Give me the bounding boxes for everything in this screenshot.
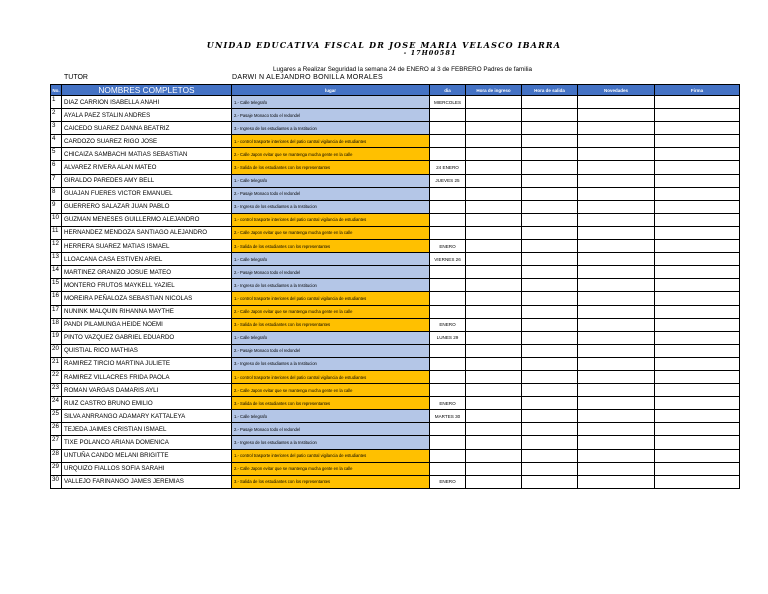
hora-salida-cell [522,357,578,370]
hora-salida-cell [522,266,578,279]
student-name: PINTO VAZQUEZ GABRIEL EDUARDO [62,331,232,344]
firma-cell [655,462,740,475]
col-header-hora-ingreso: Hora de ingreso [466,85,522,96]
table-row [51,357,740,370]
firma-cell [655,96,740,109]
hora-ingreso-cell [466,161,522,174]
dia-cell [430,344,466,357]
hora-ingreso-cell [466,305,522,318]
firma-cell [655,292,740,305]
table-row [51,384,740,397]
lugar-cell: 3.- Salida de los estudiantes con los representantes [232,318,430,331]
hora-salida-cell [522,318,578,331]
dia-cell [430,370,466,383]
lugar-cell: 2.- Calle Japon evitar que se mantenga mucha gente en la calle [232,462,430,475]
novedades-cell [578,148,655,161]
hora-ingreso-cell [466,213,522,226]
table-row [51,200,740,213]
firma-cell [655,318,740,331]
novedades-cell [578,279,655,292]
hora-ingreso-cell [466,331,522,344]
firma-cell [655,331,740,344]
row-number: 30 [51,475,62,488]
dia-cell [430,305,466,318]
table-row [51,462,740,475]
novedades-cell [578,253,655,266]
student-name: ROMAN VARGAS DAMARIS AYLI [62,384,232,397]
dia-cell [430,148,466,161]
lugar-cell: 2.- Calle Japon evitar que se mantenga mucha gente en la calle [232,148,430,161]
lugar-cell: 1.- control trasporte interiores del patio cantral vigilancia de estudiantes [232,135,430,148]
row-number: 15 [51,279,62,292]
hora-salida-cell [522,161,578,174]
hora-salida-cell [522,475,578,488]
hora-ingreso-cell [466,423,522,436]
firma-cell [655,122,740,135]
row-number: 26 [51,423,62,436]
col-header-num: No. [51,85,62,96]
hora-ingreso-cell [466,226,522,239]
novedades-cell [578,226,655,239]
firma-cell [655,423,740,436]
firma-cell [655,213,740,226]
dia-cell [430,292,466,305]
hora-salida-cell [522,109,578,122]
row-number: 28 [51,449,62,462]
lugar-cell: 3.- Salida de los estudiantes con los representantes [232,240,430,253]
dia-cell [430,462,466,475]
novedades-cell [578,305,655,318]
hora-ingreso-cell [466,475,522,488]
novedades-cell [578,462,655,475]
firma-cell [655,370,740,383]
dia-cell: ENERO [430,240,466,253]
hora-ingreso-cell [466,344,522,357]
firma-cell [655,410,740,423]
dia-cell [430,423,466,436]
novedades-cell [578,240,655,253]
lugar-cell: 3.- Salida de los estudiantes con los representantes [232,475,430,488]
tutor-label: TUTOR [64,74,88,81]
novedades-cell [578,436,655,449]
hora-salida-cell [522,397,578,410]
hora-ingreso-cell [466,436,522,449]
firma-cell [655,109,740,122]
row-number: 17 [51,305,62,318]
hora-ingreso-cell [466,122,522,135]
row-number: 16 [51,292,62,305]
firma-cell [655,279,740,292]
row-number: 25 [51,410,62,423]
lugar-cell: 1.- Calle telegrafo [232,96,430,109]
row-number: 18 [51,318,62,331]
student-name: URQUIZO FIALLOS SOFIA SARAHI [62,462,232,475]
hora-salida-cell [522,370,578,383]
tutor-name: DARWI N ALEJANDRO BONILLA MORALES [232,74,383,81]
lugar-cell: 1.- control trasporte interiores del patio cantral vigilancia de estudiantes [232,292,430,305]
novedades-cell [578,135,655,148]
hora-ingreso-cell [466,135,522,148]
lugar-cell: 3.- Salida de los estudiantes con los representantes [232,161,430,174]
novedades-cell [578,187,655,200]
hora-ingreso-cell [466,384,522,397]
col-header-dia: dia [430,85,466,96]
dia-cell: MARTES 30 [430,410,466,423]
lugar-cell: 1.- Calle telegrafo [232,253,430,266]
col-header-firma: Firma [655,85,740,96]
table-header-row [51,85,740,96]
dia-cell: MIERCOLES [430,96,466,109]
row-number: 8 [51,187,62,200]
firma-cell [655,384,740,397]
hora-salida-cell [522,226,578,239]
firma-cell [655,266,740,279]
student-name: MARTINEZ GRANIZO JOSUE MATEO [62,266,232,279]
hora-ingreso-cell [466,397,522,410]
schedule-subtitle: Lugares a Realizar Seguridad la semana 24 de ENERO al 3 de FEBRERO Padres de familia [273,66,533,73]
student-name: RUIZ CASTRO BRUNO EMILIO [62,397,232,410]
dia-cell: ENERO [430,475,466,488]
row-number: 23 [51,384,62,397]
dia-cell [430,135,466,148]
table-row [51,109,740,122]
dia-cell [430,122,466,135]
firma-cell [655,135,740,148]
student-name: TIXE POLANCO ARIANA DOMENICA [62,436,232,449]
row-number: 10 [51,213,62,226]
row-number: 20 [51,344,62,357]
hora-salida-cell [522,122,578,135]
table-row [51,213,740,226]
hora-salida-cell [522,187,578,200]
novedades-cell [578,357,655,370]
student-name: GUZMAN MENESES GUILLERMO ALEJANDRO [62,213,232,226]
novedades-cell [578,410,655,423]
firma-cell [655,226,740,239]
row-number: 24 [51,397,62,410]
table-row [51,226,740,239]
lugar-cell: 1.- control trasporte interiores del patio cantral vigilancia de estudiantes [232,213,430,226]
lugar-cell: 2.- Calle Japon evitar que se mantenga mucha gente en la calle [232,226,430,239]
firma-cell [655,174,740,187]
col-header-lugar: lugar [232,85,430,96]
hora-salida-cell [522,200,578,213]
hora-salida-cell [522,135,578,148]
table-row [51,410,740,423]
student-name: PANDI PILAMUNGA HEIDE NOEMI [62,318,232,331]
table-row [51,122,740,135]
novedades-cell [578,96,655,109]
novedades-cell [578,423,655,436]
table-row [51,318,740,331]
student-name: CHICAIZA SAMBACHI MATIAS SEBASTIAN [62,148,232,161]
row-number: 3 [51,122,62,135]
dia-cell [430,109,466,122]
table-row [51,305,740,318]
hora-salida-cell [522,449,578,462]
hora-salida-cell [522,213,578,226]
novedades-cell [578,292,655,305]
row-number: 13 [51,253,62,266]
hora-ingreso-cell [466,148,522,161]
student-name: MOREIRA PEÑALOZA SEBASTIAN NICOLAS [62,292,232,305]
lugar-cell: 3.- Ingreso de los estudiantes a la Institucion [232,436,430,449]
novedades-cell [578,174,655,187]
firma-cell [655,475,740,488]
row-number: 22 [51,370,62,383]
firma-cell [655,344,740,357]
row-number: 12 [51,240,62,253]
student-name: CARDOZO SUAREZ RIGO JOSE [62,135,232,148]
firma-cell [655,240,740,253]
table-row [51,96,740,109]
student-name: NUNINK MALQUIN RIHANNA MAYTHE [62,305,232,318]
table-row [51,370,740,383]
hora-salida-cell [522,253,578,266]
hora-ingreso-cell [466,109,522,122]
dia-cell [430,187,466,200]
lugar-cell: 2.- Pasaje Monaco todo el redondel [232,344,430,357]
row-number: 2 [51,109,62,122]
hora-ingreso-cell [466,187,522,200]
student-name: GIRALDO PAREDES AMY BELL [62,174,232,187]
student-name: UNTUÑA CANDO MELANI BRIGITTE [62,449,232,462]
lugar-cell: 2.- Calle Japon evitar que se mantenga mucha gente en la calle [232,384,430,397]
lugar-cell: 3.- Ingreso de los estudiantes a la Institucion [232,279,430,292]
hora-salida-cell [522,331,578,344]
lugar-cell: 1.- control trasporte interiores del patio cantral vigilancia de estudiantes [232,370,430,383]
table-row [51,161,740,174]
security-schedule-table [50,84,740,489]
table-row [51,436,740,449]
dia-cell: JUEVES 25 [430,174,466,187]
hora-salida-cell [522,423,578,436]
student-name: HERNANDEZ MENDOZA SANTIAGO ALEJANDRO [62,226,232,239]
lugar-cell: 2.- Pasaje Monaco todo el redondel [232,109,430,122]
row-number: 1 [51,96,62,109]
firma-cell [655,148,740,161]
hora-ingreso-cell [466,410,522,423]
row-number: 5 [51,148,62,161]
student-name: GUERRERO SALAZAR JUAN PABLO [62,200,232,213]
table-row [51,449,740,462]
lugar-cell: 1.- control trasporte interiores del patio cantral vigilancia de estudiantes [232,449,430,462]
student-name: SILVA ANRRANGO ADAMARY KATTALEYA [62,410,232,423]
dia-cell [430,357,466,370]
novedades-cell [578,318,655,331]
novedades-cell [578,449,655,462]
novedades-cell [578,397,655,410]
novedades-cell [578,384,655,397]
row-number: 14 [51,266,62,279]
hora-salida-cell [522,305,578,318]
firma-cell [655,253,740,266]
hora-salida-cell [522,344,578,357]
student-name: VALLEJO FARINANGO JAMES JEREMIAS [62,475,232,488]
student-name: GUAJAN FUERES VICTOR EMANUEL [62,187,232,200]
novedades-cell [578,370,655,383]
lugar-cell: 1.- Calle telegrafo [232,331,430,344]
firma-cell [655,305,740,318]
table-row [51,266,740,279]
dia-cell: ENERO [430,318,466,331]
student-name: LLOACANA CASA ESTIVEN ARIEL [62,253,232,266]
student-name: AYALA PAEZ STALIN ANDRES [62,109,232,122]
hora-ingreso-cell [466,292,522,305]
row-number: 27 [51,436,62,449]
lugar-cell: 3.- Ingreso de los estudiantes a la Institucion [232,357,430,370]
table-row [51,174,740,187]
dia-cell [430,213,466,226]
hora-ingreso-cell [466,449,522,462]
hora-salida-cell [522,240,578,253]
hora-ingreso-cell [466,279,522,292]
hora-salida-cell [522,462,578,475]
hora-salida-cell [522,96,578,109]
hora-ingreso-cell [466,462,522,475]
table-row [51,475,740,488]
lugar-cell: 3.- Ingreso de los estudiantes a la Institucion [232,122,430,135]
student-name: RAMIREZ VILLACRES FRIDA PAOLA [62,370,232,383]
lugar-cell: 2.- Pasaje Monaco todo el redondel [232,187,430,200]
table-row [51,187,740,200]
student-name: QUISTIAL RICO MATHIAS [62,344,232,357]
student-name: RAMIREZ TIRCIO MARTINA JULIETE [62,357,232,370]
row-number: 19 [51,331,62,344]
dia-cell [430,449,466,462]
student-name: TEJEDA JAIMES CRISTIAN ISMAEL [62,423,232,436]
lugar-cell: 2.- Pasaje Monaco todo el redondel [232,266,430,279]
table-row [51,344,740,357]
dia-cell [430,384,466,397]
school-code: - 17H00581 [403,49,457,57]
dia-cell [430,226,466,239]
hora-ingreso-cell [466,357,522,370]
table-row [51,240,740,253]
lugar-cell: 2.- Calle Japon evitar que se mantenga mucha gente en la calle [232,305,430,318]
row-number: 9 [51,200,62,213]
hora-ingreso-cell [466,240,522,253]
lugar-cell: 3.- Salida de los estudiantes con los representantes [232,397,430,410]
table-row [51,331,740,344]
dia-cell: LUNES 29 [430,331,466,344]
row-number: 29 [51,462,62,475]
hora-ingreso-cell [466,253,522,266]
novedades-cell [578,109,655,122]
table-row [51,135,740,148]
table-row [51,423,740,436]
row-number: 7 [51,174,62,187]
hora-ingreso-cell [466,266,522,279]
novedades-cell [578,200,655,213]
col-header-novedades: Novedades [578,85,655,96]
dia-cell [430,279,466,292]
hora-salida-cell [522,384,578,397]
lugar-cell: 3.- Ingreso de los estudiantes a la Institucion [232,200,430,213]
novedades-cell [578,266,655,279]
hora-salida-cell [522,292,578,305]
dia-cell: ENERO [430,397,466,410]
student-name: HERRERA SUAREZ MATIAS ISMAEL [62,240,232,253]
novedades-cell [578,331,655,344]
firma-cell [655,161,740,174]
novedades-cell [578,344,655,357]
hora-ingreso-cell [466,96,522,109]
firma-cell [655,449,740,462]
row-number: 21 [51,357,62,370]
hora-salida-cell [522,148,578,161]
row-number: 4 [51,135,62,148]
firma-cell [655,187,740,200]
col-header-hora-salida: Hora de salida [522,85,578,96]
table-row [51,292,740,305]
firma-cell [655,397,740,410]
student-name: ALVAREZ RIVERA ALAN MATEO [62,161,232,174]
novedades-cell [578,475,655,488]
row-number: 11 [51,226,62,239]
novedades-cell [578,213,655,226]
lugar-cell: 1.- Calle telegrafo [232,410,430,423]
firma-cell [655,200,740,213]
hora-salida-cell [522,410,578,423]
firma-cell [655,357,740,370]
hora-ingreso-cell [466,174,522,187]
table-row [51,253,740,266]
dia-cell [430,266,466,279]
lugar-cell: 1.- Calle telegrafo [232,174,430,187]
novedades-cell [578,122,655,135]
col-header-name: NOMBRES COMPLETOS [62,85,232,96]
hora-salida-cell [522,174,578,187]
dia-cell [430,436,466,449]
student-name: CAICEDO SUAREZ DANNA BEATRIZ [62,122,232,135]
table-row [51,148,740,161]
lugar-cell: 2.- Pasaje Monaco todo el redondel [232,423,430,436]
student-name: DIAZ CARRION ISABELLA ANAHI [62,96,232,109]
hora-salida-cell [522,436,578,449]
dia-cell: VIERNES 26 [430,253,466,266]
table-row [51,279,740,292]
hora-salida-cell [522,279,578,292]
hora-ingreso-cell [466,318,522,331]
novedades-cell [578,161,655,174]
dia-cell: 24 ENERO [430,161,466,174]
school-title: UNIDAD EDUCATIVA FISCAL DR JOSE MARIA VELASCO IBARRA [206,40,562,50]
hora-ingreso-cell [466,200,522,213]
firma-cell [655,436,740,449]
table-row [51,397,740,410]
hora-ingreso-cell [466,370,522,383]
row-number: 6 [51,161,62,174]
dia-cell [430,200,466,213]
student-name: MONTERO FRUTOS MAYKELL YAZIEL [62,279,232,292]
